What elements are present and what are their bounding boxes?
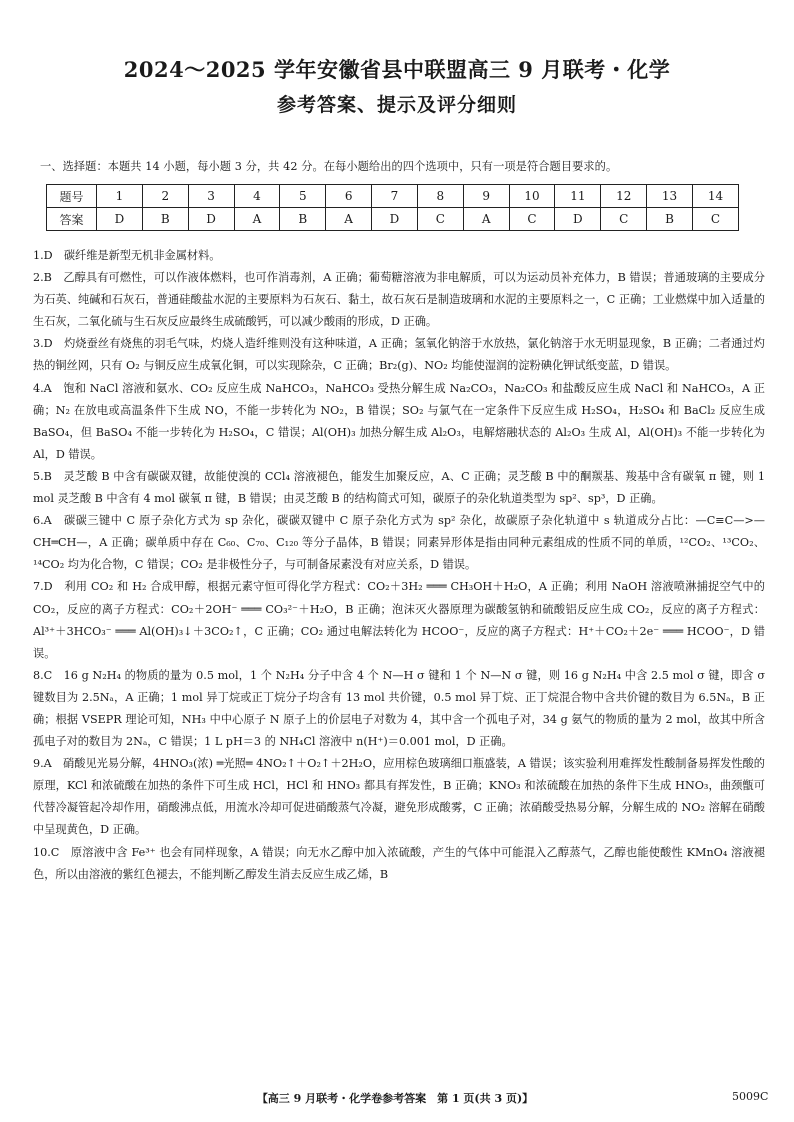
item-text: 原溶液中含 Fe³⁺ 也会有同样现象，A 错误；向无水乙醇中加入浓硫酸，产生的气体中可能混入乙醇蒸气，乙醇也能使酸性 KMnO₄ 溶液褪色，所以由溶液的紫红色褪去，不能判断乙醇发生消去反应生成乙烯，B bbox=[33, 845, 765, 881]
explanation-item bbox=[33, 576, 765, 664]
item-number: 8.C bbox=[33, 668, 53, 682]
item-text: 16 g N₂H₄ 的物质的量为 0.5 mol，1 个 N₂H₄ 分子中含 4 个 N—H σ 键和 1 个 N—N σ 键，则 16 g N₂H₄ 中含 2.5 mol σ 键，即含 σ 键数目为 2.5Nₐ，A 正确；1 mol 异丁烷或正丁烷分子均含有 13 mol 共价键，0.5 mol 异丁烷、正丁烷混合物中含共价键的数目为 6.5Nₐ，B 正确；根据 VSEPR 理论可知，NH₃ 中中心原子 N 原子上的价层电子对数为 4，其中含一个孤电子对，34 g 氨气的物质的量为 2 mol，故其中所含孤电子对的数目为 2Nₐ，C 错误；1 L pH＝3 的 NH₄Cl 溶液中 n(H⁺)＝0.001 mol，D 正确。 bbox=[33, 668, 765, 749]
answer-cell: B bbox=[142, 208, 188, 231]
question-number: 8 bbox=[417, 185, 463, 208]
explanation-item bbox=[33, 753, 765, 841]
question-number: 5 bbox=[280, 185, 326, 208]
answer-cell: C bbox=[509, 208, 555, 231]
question-number: 2 bbox=[142, 185, 188, 208]
explanation-item bbox=[33, 510, 765, 576]
explanation-item bbox=[33, 267, 765, 333]
item-number: 3.D bbox=[33, 337, 53, 351]
item-text: 乙醇具有可燃性，可以作液体燃料，也可作消毒剂，A 正确；葡萄糖溶液为非电解质，可以为运动员补充体力，B 错误；普通玻璃的主要成分为石英、纯碱和石灰石，普通硅酸盐水泥的主要原料为石灰石、黏土，故石灰石是制造玻璃和水泥的主要原料之一，C 正确；工业燃煤中加入适量的生石灰，二氧化硫与生石灰反应最终生成硫酸钙，可以减少酸雨的形成，D 正确。 bbox=[33, 271, 765, 329]
row-label-answer: 答案 bbox=[47, 208, 97, 231]
item-text: 硝酸见光易分解，4HNO₃(浓) ═光照═ 4NO₂↑＋O₂↑＋2H₂O，应用棕色玻璃细口瓶盛装，A 错误；该实验利用难挥发性酸制备易挥发性酸的原理，KCl 和浓硫酸在加热的条件下可生成 HCl，HCl 和 HNO₃ 都具有挥发性，B 正确；KNO₃ 和浓硫酸在加热的条件下生成 HNO₃，曲颈甑可代替冷凝管起冷却作用，硝酸沸点低，用流水冷却可促进硝酸蒸气冷凝，避免形成酸雾，C 正确；浓硝酸受热易分解，分解生成的 NO₂ 溶解在硝酸中呈现黄色，D 正确。 bbox=[33, 757, 765, 837]
answer-cell: D bbox=[372, 208, 418, 231]
answer-cell: D bbox=[188, 208, 234, 231]
answer-cell: B bbox=[280, 208, 326, 231]
explanation-item bbox=[33, 842, 765, 886]
answer-cell: C bbox=[601, 208, 647, 231]
explanation-item bbox=[33, 333, 765, 377]
question-number-row bbox=[47, 185, 739, 208]
item-text: 碳碳三键中 C 原子杂化方式为 sp 杂化，碳碳双键中 C 原子杂化方式为 sp² 杂化，故碳原子杂化轨道中 s 轨道成分占比：—C≡C—>—CH═CH—，A 正确；碳单质中存在 C₆₀、C₇₀、C₁₂₀ 等分子晶体，B 错误；同素异形体是指由同种元素组成的性质不同的单质，¹²CO₂、¹³CO₂、¹⁴CO₂ 均为化合物，C 错误；CO₂ 是非极性分子，与可制备尿素没有对应关系，D 错误。 bbox=[33, 514, 765, 572]
item-number: 9.A bbox=[33, 757, 52, 771]
answer-cell: D bbox=[555, 208, 601, 231]
question-number: 4 bbox=[234, 185, 280, 208]
question-number: 14 bbox=[692, 185, 738, 208]
item-text: 利用 CO₂ 和 H₂ 合成甲醇，根据元素守恒可得化学方程式：CO₂＋3H₂ ═══ CH₃OH＋H₂O，A 正确；利用 NaOH 溶液喷淋捕捉空气中的 CO₂，反应的离子方程式：CO₂＋2OH⁻ ═══ CO₃²⁻＋H₂O，B 正确；泡沫灭火器原理为碳酸氢钠和硫酸铝反应生成 CO₂，反应的离子方程式：Al³⁺＋3HCO₃⁻ ═══ Al(OH)₃↓＋3CO₂↑，C 正确；CO₂ 通过电解法转化为 HCOO⁻，反应的离子方程式：H⁺＋CO₂＋2e⁻ ═══ HCOO⁻，D 错误。 bbox=[33, 580, 765, 660]
question-number: 6 bbox=[326, 185, 372, 208]
explanation-item bbox=[33, 466, 765, 510]
item-number: 10.C bbox=[33, 845, 60, 859]
item-number: 2.B bbox=[33, 271, 52, 285]
question-number: 1 bbox=[97, 185, 143, 208]
answer-cell: B bbox=[647, 208, 693, 231]
answer-table bbox=[46, 184, 739, 231]
item-number: 5.B bbox=[33, 469, 52, 483]
answer-cell: A bbox=[234, 208, 280, 231]
answer-cell: A bbox=[463, 208, 509, 231]
explanation-item bbox=[33, 245, 765, 267]
question-number: 12 bbox=[601, 185, 647, 208]
row-label-number: 题号 bbox=[47, 185, 97, 208]
item-number: 4.A bbox=[33, 381, 52, 395]
page-subtitle: 参考答案、提示及评分细则 bbox=[276, 94, 517, 116]
footer-code: 5009C bbox=[732, 1090, 769, 1103]
item-text: 饱和 NaCl 溶液和氨水、CO₂ 反应生成 NaHCO₃，NaHCO₃ 受热分解生成 Na₂CO₃，Na₂CO₃ 和盐酸反应生成 NaCl 和 NaHCO₃，A 正确；N₂ 在放电或高温条件下生成 NO，不能一步转化为 NO₂，B 错误；SO₂ 与氯气在一定条件下反应生成 H₂SO₄，H₂SO₄ 和 BaCl₂ 反应生成 BaSO₄，但 BaSO₄ 不能一步转化为 H₂SO₄，C 错误；Al(OH)₃ 加热分解生成 Al₂O₃，电解熔融状态的 Al₂O₃ 生成 Al，Al(OH)₃ 不能一步转化为 Al，D 错误。 bbox=[33, 381, 765, 461]
question-number: 9 bbox=[463, 185, 509, 208]
footer-page-info: 【高三 9 月联考・化学卷参考答案 第 1 页(共 3 页)】 bbox=[256, 1092, 534, 1105]
question-number: 10 bbox=[509, 185, 555, 208]
answer-cell: D bbox=[97, 208, 143, 231]
item-number: 1.D bbox=[33, 249, 53, 262]
item-text: 碳纤维是新型无机非金属材料。 bbox=[63, 249, 221, 262]
section-heading: 一、选择题：本题共 14 小题，每小题 3 分，共 42 分。在每小题给出的四个选项中，只有一项是符合题目要求的。 bbox=[40, 160, 618, 173]
page-title: 2024～2025 学年安徽省县中联盟高三 9 月联考・化学 bbox=[123, 57, 671, 82]
question-number: 13 bbox=[647, 185, 693, 208]
explanation-item bbox=[33, 665, 765, 753]
answer-cell: C bbox=[692, 208, 738, 231]
item-text: 灼烧蚕丝有烧焦的羽毛气味，灼烧人造纤维则没有这种味道，A 正确；氢氧化钠溶于水放热，氯化钠溶于水无明显现象，B 正确；二者通过灼热的铜丝网，只有 O₂ 与铜反应生成氧化铜，可以实现除杂，C 正确；Br₂(g)、NO₂ 均能使湿润的淀粉碘化钾试纸变蓝，D 错误。 bbox=[33, 337, 765, 373]
answer-cell: A bbox=[326, 208, 372, 231]
item-number: 7.D bbox=[33, 580, 53, 594]
answer-cell: C bbox=[417, 208, 463, 231]
item-number: 6.A bbox=[33, 514, 52, 528]
item-text: 灵芝酸 B 中含有碳碳双键，故能使溴的 CCl₄ 溶液褪色，能发生加聚反应，A、C 正确；灵芝酸 B 中的酮羰基、羧基中含有碳氧 π 键，则 1 mol 灵芝酸 B 中含有 4 mol 碳氧 π 键，B 错误；由灵芝酸 B 的结构简式可知，碳原子的杂化轨道类型为 sp²、sp³，D 正确。 bbox=[33, 469, 765, 506]
explanation-item bbox=[33, 378, 765, 466]
question-number: 3 bbox=[188, 185, 234, 208]
explanations bbox=[33, 245, 765, 886]
question-number: 11 bbox=[555, 185, 601, 208]
answer-row bbox=[47, 208, 739, 231]
question-number: 7 bbox=[372, 185, 418, 208]
